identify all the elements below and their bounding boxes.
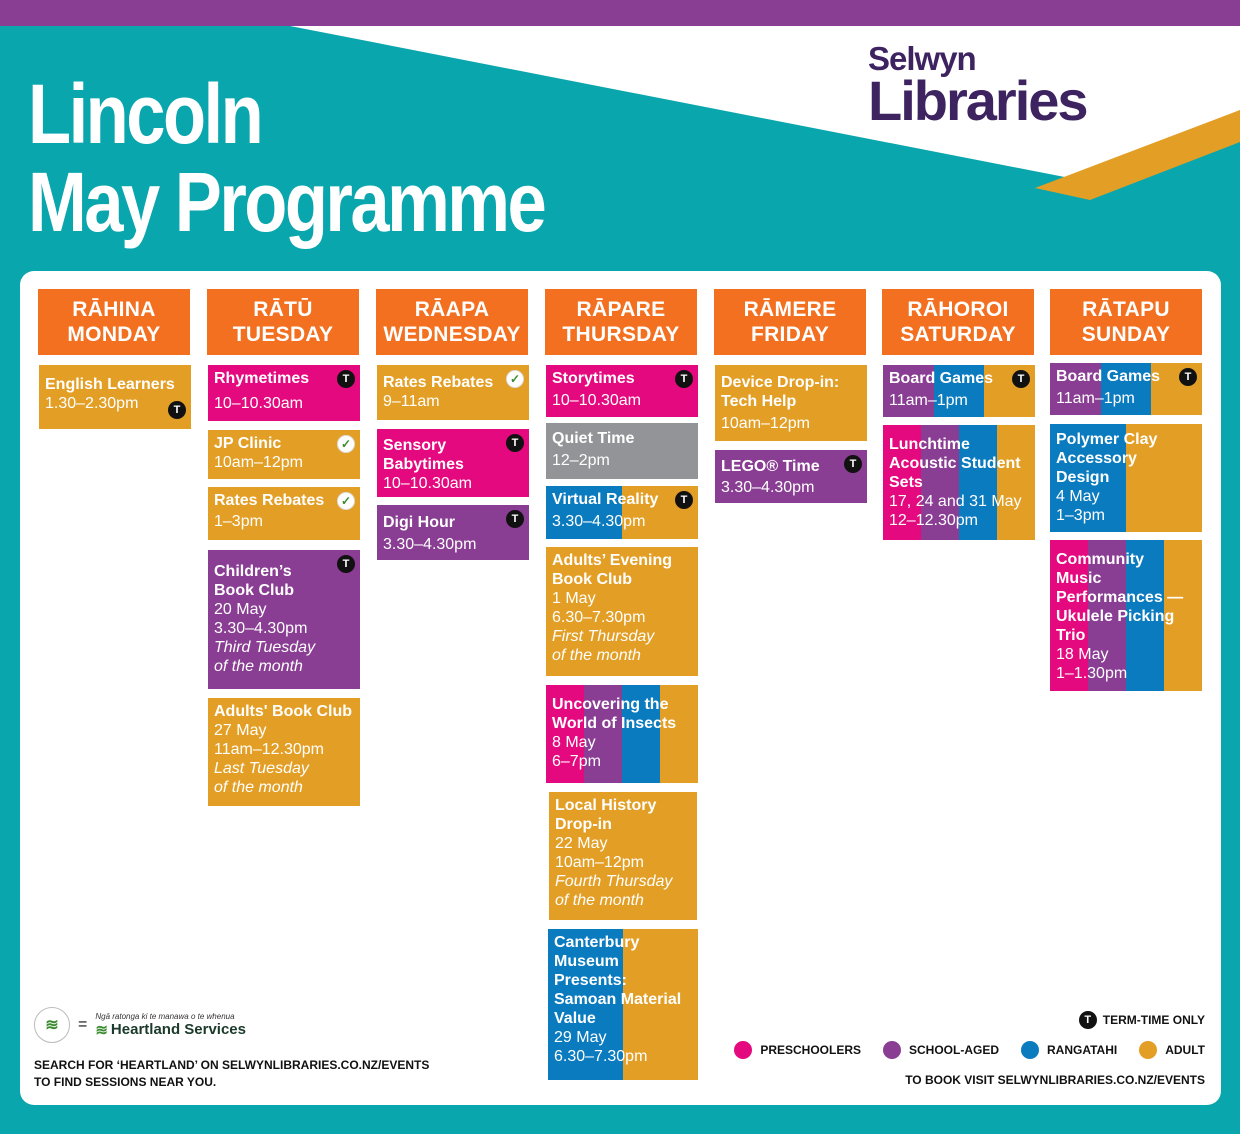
day-maori: RĀHOROI xyxy=(907,298,1009,321)
event-title: Adults' Book Club xyxy=(214,703,353,720)
title-line-2: May Programme xyxy=(28,155,545,249)
event-note: of the month xyxy=(214,658,303,675)
term-time-icon: T xyxy=(844,455,862,473)
event-title-line: Tech Help xyxy=(721,393,797,410)
preschoolers-swatch xyxy=(734,1041,752,1059)
rangatahi-swatch xyxy=(1021,1041,1039,1059)
event-card-adults-book-club[interactable] xyxy=(208,698,360,806)
event-time: 1–3pm xyxy=(1056,507,1105,524)
event-date: 29 May xyxy=(554,1029,607,1046)
brand-line-1: Selwyn xyxy=(868,40,976,77)
event-title-line: Museum xyxy=(554,953,619,970)
event-time: 6.30–7.30pm xyxy=(554,1048,648,1065)
day-header-monday xyxy=(38,289,190,355)
search-line-2: TO FIND SESSIONS NEAR YOU. xyxy=(34,1075,217,1089)
audience-legend xyxy=(705,1041,1205,1059)
event-title: LEGO® Time xyxy=(721,458,820,475)
event-title-line: Lunchtime xyxy=(889,436,970,453)
event-title-line: Canterbury xyxy=(554,934,640,951)
event-note: of the month xyxy=(552,647,641,664)
event-time: 6–7pm xyxy=(552,753,601,770)
event-title-line: Music xyxy=(1056,570,1102,587)
event-time: 10–10.30am xyxy=(552,392,641,409)
event-title: Board Games xyxy=(889,370,994,387)
event-date: 22 May xyxy=(555,835,608,852)
event-card-english-learners[interactable] xyxy=(39,365,191,429)
event-card-rates-rebates-wednesday[interactable] xyxy=(377,365,529,420)
heartland-services-logo xyxy=(95,1012,246,1039)
event-date: 1 May xyxy=(552,590,596,607)
event-time: 12–12.30pm xyxy=(889,512,978,529)
event-card-board-games-saturday[interactable] xyxy=(883,365,1035,417)
event-time: 1–1.30pm xyxy=(1056,665,1128,682)
legend-preschoolers: PRESCHOOLERS xyxy=(760,1043,861,1057)
event-title-line: Presents: xyxy=(554,972,627,989)
term-time-label: TERM-TIME ONLY xyxy=(1102,1013,1205,1027)
day-header-wednesday xyxy=(376,289,528,355)
event-title-line: Trio xyxy=(1056,627,1086,644)
event-time: 3.30–4.30pm xyxy=(383,536,477,553)
search-instructions xyxy=(34,1057,504,1091)
event-time: 3.30–4.30pm xyxy=(721,479,815,496)
event-time: 10am–12pm xyxy=(214,454,303,471)
event-title: Virtual Reality xyxy=(552,491,659,508)
event-date: 8 May xyxy=(552,734,596,751)
event-title: Board Games xyxy=(1056,368,1161,385)
event-time: 11am–1pm xyxy=(1056,390,1135,407)
term-time-icon: T xyxy=(337,370,355,388)
event-time: 6.30–7.30pm xyxy=(552,609,646,626)
event-title-line: Samoan Material xyxy=(554,991,682,1008)
event-time: 1.30–2.30pm xyxy=(45,395,139,412)
event-card-jp-clinic[interactable] xyxy=(208,430,360,479)
search-line-1: SEARCH FOR ‘HEARTLAND’ ON SELWYNLIBRARIES.CO.NZ/EVENTS xyxy=(34,1058,430,1072)
title-line-1: Lincoln xyxy=(28,67,262,161)
event-card-digi-hour[interactable] xyxy=(377,505,529,560)
event-title-line: Performances — xyxy=(1056,589,1184,606)
event-card-lego-time[interactable] xyxy=(715,450,867,503)
schedule-panel xyxy=(20,271,1221,1105)
event-time: 12–2pm xyxy=(552,452,610,469)
event-title-line: Children’s xyxy=(214,563,292,580)
day-header-friday xyxy=(714,289,866,355)
event-date: 17, 24 and 31 May xyxy=(889,493,1022,510)
event-title-line: Babytimes xyxy=(383,456,464,473)
event-card-virtual-reality[interactable] xyxy=(546,486,698,539)
day-english: WEDNESDAY xyxy=(383,323,521,346)
event-title-line: World of Insects xyxy=(552,715,677,732)
page-title xyxy=(28,67,545,249)
event-card-lunchtime-acoustic[interactable] xyxy=(883,425,1035,540)
term-time-icon: T xyxy=(337,555,355,573)
day-english: TUESDAY xyxy=(232,323,334,346)
day-header-saturday xyxy=(882,289,1034,355)
adult-swatch xyxy=(1139,1041,1157,1059)
event-card-board-games-sunday[interactable] xyxy=(1050,363,1202,415)
event-card-quiet-time[interactable] xyxy=(546,423,698,479)
term-time-icon: T xyxy=(1079,1011,1097,1029)
term-time-icon: T xyxy=(675,491,693,509)
event-title-line: Community xyxy=(1056,551,1144,568)
day-english: SATURDAY xyxy=(900,323,1016,346)
event-time: 11am–1pm xyxy=(889,392,968,409)
event-note: Fourth Thursday xyxy=(555,873,673,890)
legend-footer xyxy=(705,1011,1205,1087)
day-english: SUNDAY xyxy=(1081,323,1171,346)
event-title: Rates Rebates xyxy=(214,492,325,509)
heartland-name: Heartland Services xyxy=(110,1021,246,1038)
equals-sign: = xyxy=(78,1016,88,1033)
day-english: THURSDAY xyxy=(562,323,680,346)
event-time: 10–10.30am xyxy=(214,395,303,412)
event-note: Last Tuesday xyxy=(214,760,309,777)
event-title: Rhymetimes xyxy=(214,370,310,387)
event-time: 10am–12pm xyxy=(721,415,810,432)
event-title-line: Accessory xyxy=(1056,450,1137,467)
day-maori: RĀPARE xyxy=(576,298,666,321)
term-time-icon: T xyxy=(675,370,693,388)
event-card-device-drop-in[interactable] xyxy=(715,365,867,441)
event-title-line: Uncovering the xyxy=(552,696,669,713)
event-title: Digi Hour xyxy=(383,514,455,531)
event-title-line: Adults’ Evening xyxy=(552,552,673,569)
day-maori: RĀMERE xyxy=(743,298,837,321)
event-time: 10am–12pm xyxy=(555,854,644,871)
event-card-rhymetimes[interactable] xyxy=(208,365,360,421)
event-title-line: Drop-in xyxy=(555,816,612,833)
event-time: 1–3pm xyxy=(214,513,263,530)
event-note: First Thursday xyxy=(552,628,655,645)
event-title-line: Acoustic Student xyxy=(889,455,1021,472)
event-title-line: Ukulele Picking xyxy=(1056,608,1175,625)
event-note: of the month xyxy=(555,892,644,909)
day-english: MONDAY xyxy=(67,323,161,346)
event-title-line: Value xyxy=(554,1010,596,1027)
event-time: 9–11am xyxy=(383,393,440,410)
event-card-adults-evening-book-club[interactable] xyxy=(546,547,698,676)
school-aged-swatch xyxy=(883,1041,901,1059)
event-title: Rates Rebates xyxy=(383,374,494,391)
event-card-childrens-book-club[interactable] xyxy=(208,550,360,689)
legend-school-aged: SCHOOL-AGED xyxy=(909,1043,999,1057)
event-title: Quiet Time xyxy=(552,430,635,447)
event-time: 3.30–4.30pm xyxy=(552,513,646,530)
day-maori: RĀHINA xyxy=(72,298,156,321)
event-title-line: Sets xyxy=(889,474,923,491)
event-title-line: Book Club xyxy=(552,571,632,588)
event-title-line: Book Club xyxy=(214,582,294,599)
term-time-icon: T xyxy=(1012,370,1030,388)
event-time: 3.30–4.30pm xyxy=(214,620,308,637)
heartland-footer xyxy=(34,1007,504,1091)
heartland-badge-icon: ≋ xyxy=(34,1007,70,1043)
event-date: 20 May xyxy=(214,601,267,618)
legend-rangatahi: RANGATAHI xyxy=(1047,1043,1118,1057)
heartland-tagline: Ngā ratonga ki te manawa o te whenua xyxy=(95,1011,235,1021)
day-maori: RĀTAPU xyxy=(1082,298,1170,321)
event-title: JP Clinic xyxy=(214,435,282,452)
event-card-polymer-clay[interactable] xyxy=(1050,424,1202,532)
event-date: 18 May xyxy=(1056,646,1109,663)
day-header-tuesday xyxy=(207,289,359,355)
event-title-line: Polymer Clay xyxy=(1056,431,1158,448)
event-note: of the month xyxy=(214,779,303,796)
legend-adult: ADULT xyxy=(1165,1043,1205,1057)
event-date: 27 May xyxy=(214,722,267,739)
term-time-icon: T xyxy=(1179,368,1197,386)
day-maori: RĀAPA xyxy=(414,298,490,321)
term-time-icon: T xyxy=(506,510,524,528)
day-header-sunday xyxy=(1050,289,1202,355)
event-date: 4 May xyxy=(1056,488,1100,505)
event-time: 11am–12.30pm xyxy=(214,741,324,758)
term-time-icon: T xyxy=(168,401,186,419)
event-title-line: Design xyxy=(1056,469,1110,486)
event-title-line: Device Drop-in: xyxy=(721,374,840,391)
event-time: 10–10.30am xyxy=(383,475,472,492)
event-title: Storytimes xyxy=(552,370,635,387)
booking-link[interactable]: TO BOOK VISIT SELWYNLIBRARIES.CO.NZ/EVENTS xyxy=(905,1073,1205,1087)
day-maori: RĀTŪ xyxy=(253,298,313,321)
day-english: FRIDAY xyxy=(750,323,830,346)
event-card-community-music[interactable] xyxy=(1050,540,1202,691)
event-card-rates-rebates-tuesday[interactable] xyxy=(208,487,360,540)
heartland-leaf-icon: ≋ xyxy=(95,1021,108,1039)
event-card-storytimes[interactable] xyxy=(546,365,698,417)
event-note: Third Tuesday xyxy=(214,639,316,656)
event-title: English Learners xyxy=(45,376,175,393)
heartland-icon: ✓ xyxy=(506,370,524,388)
event-title-line: Local History xyxy=(555,797,657,814)
event-title-line: Sensory xyxy=(383,437,447,454)
heartland-icon: ✓ xyxy=(337,435,355,453)
event-card-uncovering-insects[interactable] xyxy=(546,685,698,783)
day-header-thursday xyxy=(545,289,697,355)
term-time-icon: T xyxy=(506,434,524,452)
event-card-canterbury-museum[interactable] xyxy=(548,929,698,1080)
brand-line-2: Libraries xyxy=(868,69,1087,132)
heartland-icon: ✓ xyxy=(337,492,355,510)
selwyn-libraries-logo xyxy=(868,40,1087,132)
event-card-local-history-drop-in[interactable] xyxy=(549,792,697,920)
event-card-sensory-babytimes[interactable] xyxy=(377,429,529,497)
